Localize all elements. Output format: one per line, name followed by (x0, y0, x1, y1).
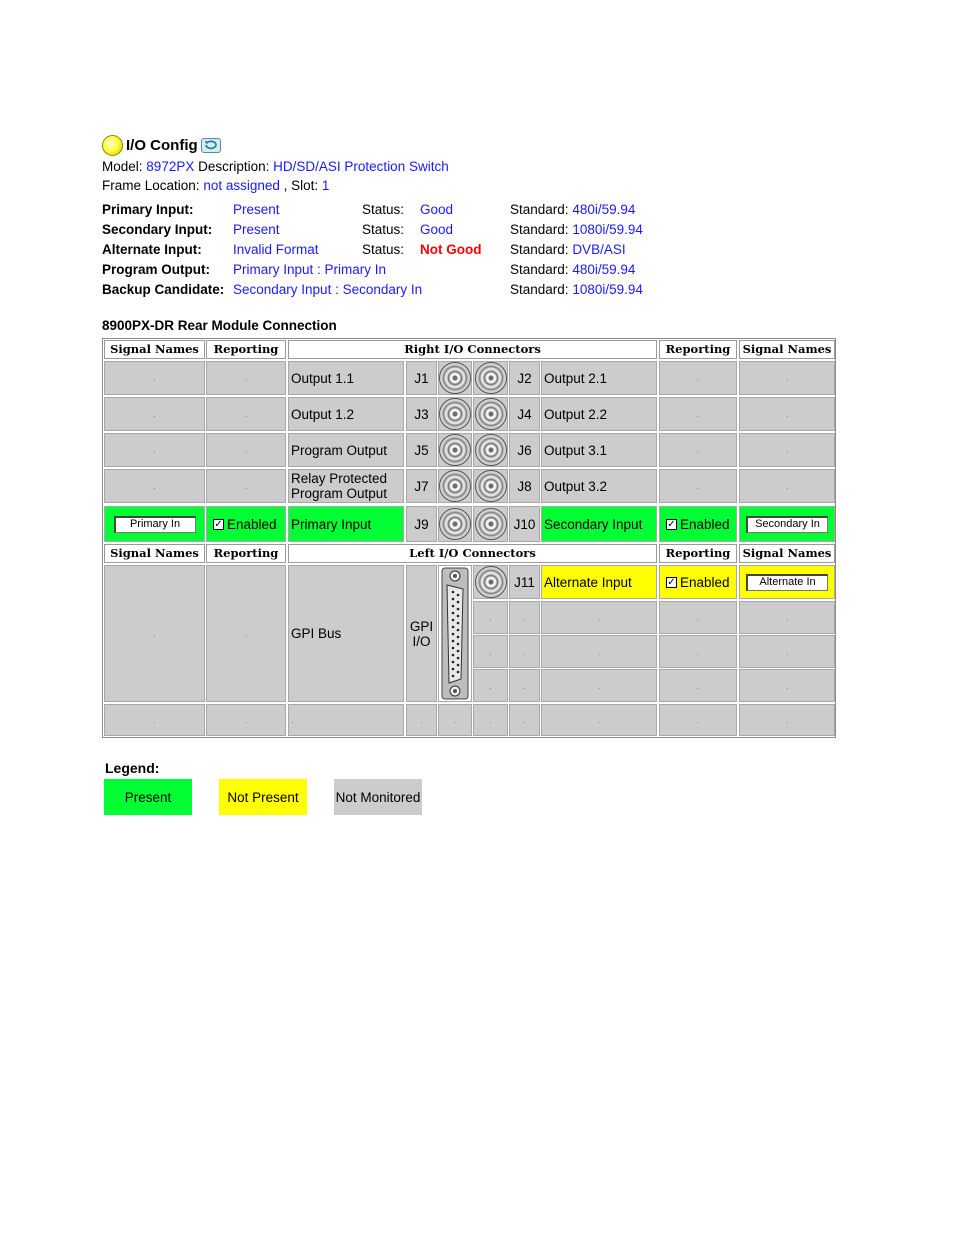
reporting-label: Enabled (227, 516, 277, 532)
placeholder: . (523, 715, 526, 725)
status-row-label: Backup Candidate: (102, 282, 225, 297)
standard-field (510, 220, 643, 240)
bnc-icon (475, 398, 507, 430)
signal-name-cell (104, 397, 205, 431)
connector-label-primary-input: Primary Input (288, 506, 404, 542)
bnc-icon (475, 508, 507, 540)
empty-connector-cell (438, 704, 472, 736)
status-grid (102, 200, 702, 300)
status-row-label: Alternate Input: (102, 242, 202, 257)
jack-label: J10 (509, 506, 540, 542)
description-value: HD/SD/ASI Protection Switch (273, 159, 449, 174)
model-label: Model: (102, 159, 143, 174)
reporting-checkbox-secondary[interactable]: ✓ (667, 518, 676, 530)
standard-field (510, 260, 635, 280)
signal-name-cell (104, 361, 205, 395)
reporting-cell (659, 669, 737, 702)
status-row-program-output (102, 260, 702, 280)
placeholder: . (244, 481, 248, 491)
empty-label-cell (541, 704, 657, 736)
bnc-connector-j10 (473, 506, 508, 542)
bnc-connector-j11 (473, 565, 508, 599)
standard-label: Standard: (510, 222, 569, 237)
bnc-connector-j9 (438, 506, 472, 542)
signal-name-cell (739, 361, 835, 395)
placeholder: . (597, 646, 601, 657)
status-value: Good (420, 202, 454, 217)
status-value: Good (420, 222, 454, 237)
header-right-io: Right I/O Connectors (288, 340, 657, 359)
bnc-connector (473, 361, 508, 395)
jack-label: J1 (406, 361, 437, 395)
signal-name-cell-alternate (739, 565, 835, 599)
placeholder: . (696, 715, 700, 725)
header-signal-names: Signal Names (739, 544, 835, 563)
placeholder: . (696, 373, 700, 383)
placeholder: . (420, 715, 423, 725)
bnc-icon (439, 398, 471, 430)
header-reporting: Reporting (206, 340, 286, 359)
frame-location-label: Frame Location: (102, 178, 200, 193)
status-value-bad: Not Good (420, 242, 482, 257)
standard-label: Standard: (510, 262, 569, 277)
reporting-cell (206, 704, 286, 736)
placeholder: . (244, 445, 248, 455)
signal-name-cell (104, 704, 205, 736)
reporting-cell (206, 397, 286, 431)
signal-name-cell (739, 601, 835, 634)
status-row-value: Present (233, 222, 280, 237)
placeholder: . (597, 680, 601, 691)
status-row-alternate (102, 240, 702, 260)
header-reporting: Reporting (659, 544, 737, 563)
gpi-bus-label: GPI Bus (288, 565, 404, 702)
standard-field (510, 240, 626, 260)
placeholder: . (489, 680, 492, 691)
standard-value: 480i/59.94 (572, 202, 636, 217)
page-header (102, 133, 449, 195)
signal-name-input-secondary[interactable]: Secondary In (746, 516, 828, 533)
legend-title: Legend: (105, 760, 160, 776)
signal-name-input-primary[interactable]: Primary In (114, 516, 196, 533)
frame-location-line (102, 176, 449, 195)
gpi-dsub-connector (438, 565, 472, 702)
placeholder: . (291, 715, 294, 725)
empty-label-cell (541, 669, 657, 702)
standard-field (510, 200, 635, 220)
placeholder: . (696, 646, 700, 657)
jack-label: J5 (406, 433, 437, 467)
bnc-icon (475, 362, 507, 394)
signal-name-cell-secondary (739, 506, 835, 542)
placeholder: . (785, 646, 789, 657)
gpi-io-label: GPI I/O (406, 565, 437, 702)
placeholder: . (453, 715, 457, 725)
connector-label: Output 2.2 (541, 397, 657, 431)
signal-name-input-alternate[interactable]: Alternate In (746, 574, 828, 591)
module-title: 8900PX-DR Rear Module Connection (102, 318, 337, 333)
connector-label-secondary-input: Secondary Input (541, 506, 657, 542)
status-row-label: Primary Input: (102, 202, 194, 217)
signal-name-cell (104, 469, 205, 503)
reporting-cell-secondary (659, 506, 737, 542)
status-row-backup-candidate (102, 280, 702, 300)
slot-label: , Slot: (283, 178, 319, 193)
standard-value: 480i/59.94 (572, 262, 636, 277)
bnc-connector (438, 397, 472, 431)
reporting-cell-primary (206, 506, 286, 542)
header-signal-names: Signal Names (739, 340, 835, 359)
empty-label-cell (541, 635, 657, 668)
empty-jack-cell (509, 704, 540, 736)
reporting-cell (659, 704, 737, 736)
connector-label: Program Output (288, 433, 404, 467)
signal-name-cell (739, 669, 835, 702)
placeholder: . (597, 612, 601, 623)
model-value: 8972PX (146, 159, 195, 174)
placeholder: . (153, 628, 156, 639)
description-label: Description: (198, 159, 270, 174)
empty-connector-cell (473, 669, 508, 702)
signal-name-cell (104, 433, 205, 467)
empty-connector-cell (473, 704, 508, 736)
status-label: Status: (362, 202, 405, 217)
jack-label: J11 (509, 565, 540, 599)
title-row (102, 133, 449, 157)
empty-connector-cell (473, 635, 508, 668)
frame-location-value[interactable]: not assigned (203, 178, 280, 193)
placeholder: . (696, 481, 700, 491)
placeholder: . (785, 715, 789, 725)
placeholder: . (785, 680, 789, 691)
connector-label: Output 3.2 (541, 469, 657, 503)
bnc-icon (439, 362, 471, 394)
placeholder: . (153, 373, 156, 383)
reporting-cell (659, 469, 737, 503)
connector-label: Output 1.2 (288, 397, 404, 431)
reporting-cell (206, 361, 286, 395)
empty-jack-cell (509, 669, 540, 702)
reporting-cell (206, 433, 286, 467)
standard-value: 1080i/59.94 (572, 282, 643, 297)
placeholder: . (696, 445, 700, 455)
connector-label: Output 1.1 (288, 361, 404, 395)
legend-not-present: Not Present (219, 779, 307, 815)
status-label: Status: (362, 222, 405, 237)
status-row-value: Secondary Input : Secondary In (233, 282, 423, 297)
empty-jack-cell (509, 635, 540, 668)
header-reporting: Reporting (206, 544, 286, 563)
standard-value: 1080i/59.94 (572, 222, 643, 237)
bnc-connector (438, 433, 472, 467)
empty-jack-cell (406, 704, 437, 736)
placeholder: . (523, 646, 526, 657)
jack-label: J2 (509, 361, 540, 395)
reporting-cell (659, 397, 737, 431)
legend-present: Present (104, 779, 192, 815)
empty-jack-cell (509, 601, 540, 634)
status-row-value: Primary Input : Primary In (233, 262, 387, 277)
jack-label: J8 (509, 469, 540, 503)
placeholder: . (489, 612, 492, 623)
placeholder: . (696, 680, 700, 691)
reporting-checkbox-alternate[interactable]: ✓ (667, 576, 676, 588)
placeholder: . (244, 715, 248, 725)
bnc-icon (475, 566, 507, 598)
standard-label: Standard: (510, 202, 569, 217)
reporting-cell (659, 361, 737, 395)
placeholder: . (696, 409, 700, 419)
jack-label: J3 (406, 397, 437, 431)
signal-name-cell (739, 704, 835, 736)
bnc-icon (475, 434, 507, 466)
reporting-label: Enabled (680, 516, 730, 532)
placeholder: . (696, 612, 700, 623)
page-title: I/O Config (126, 136, 198, 154)
placeholder: . (153, 409, 156, 419)
connector-label: Relay Protected Program Output (288, 469, 404, 503)
standard-field (510, 280, 643, 300)
status-row-primary (102, 200, 702, 220)
status-label: Status: (362, 242, 405, 257)
bnc-connector (473, 433, 508, 467)
connector-label: Output 2.1 (541, 361, 657, 395)
status-row-value: Invalid Format (233, 242, 319, 257)
header-signal-names: Signal Names (104, 544, 205, 563)
jack-label: J6 (509, 433, 540, 467)
reporting-cell-alternate (659, 565, 737, 599)
signal-name-cell (739, 469, 835, 503)
jack-label: J9 (406, 506, 437, 542)
status-row-value: Present (233, 202, 280, 217)
model-line (102, 157, 449, 176)
reporting-checkbox-primary[interactable]: ✓ (214, 518, 223, 530)
standard-label: Standard: (510, 242, 569, 257)
placeholder: . (785, 612, 789, 623)
placeholder: . (244, 628, 248, 639)
reporting-cell (206, 469, 286, 503)
status-row-label: Secondary Input: (102, 222, 213, 237)
placeholder: . (523, 680, 526, 691)
legend-not-monitored: Not Monitored (334, 779, 422, 815)
placeholder: . (489, 646, 492, 657)
connector-label: Output 3.1 (541, 433, 657, 467)
signal-name-cell-gpi (104, 565, 205, 702)
standard-value: DVB/ASI (572, 242, 626, 257)
reporting-cell (659, 635, 737, 668)
bnc-connector (473, 397, 508, 431)
signal-name-cell (739, 635, 835, 668)
bnc-connector (438, 469, 472, 503)
slot-value: 1 (321, 178, 330, 193)
bnc-connector (473, 469, 508, 503)
placeholder: . (153, 481, 156, 491)
header-signal-names: Signal Names (104, 340, 205, 359)
signal-name-cell (739, 397, 835, 431)
status-row-secondary (102, 220, 702, 240)
placeholder: . (244, 409, 248, 419)
empty-label-cell (541, 601, 657, 634)
placeholder: . (523, 612, 526, 623)
signal-name-cell (739, 433, 835, 467)
reporting-cell (659, 601, 737, 634)
placeholder: . (597, 715, 601, 725)
placeholder: . (785, 445, 789, 455)
rear-module-table (102, 338, 836, 738)
signal-name-cell-primary (104, 506, 205, 542)
connector-label (288, 704, 404, 736)
reporting-cell-gpi (206, 565, 286, 702)
bnc-connector (438, 361, 472, 395)
header-reporting: Reporting (659, 340, 737, 359)
bnc-icon (439, 470, 471, 502)
placeholder: . (153, 715, 156, 725)
dsub-connector-icon (440, 567, 470, 700)
placeholder: . (785, 481, 789, 491)
placeholder: . (785, 373, 789, 383)
placeholder: . (153, 445, 156, 455)
status-lamp-icon (102, 135, 123, 156)
reporting-label: Enabled (680, 574, 730, 590)
placeholder: . (489, 715, 492, 725)
empty-connector-cell (473, 601, 508, 634)
bnc-icon (439, 508, 471, 540)
header-left-io: Left I/O Connectors (288, 544, 657, 563)
placeholder: . (244, 373, 248, 383)
refresh-icon[interactable] (201, 138, 221, 153)
connector-label-alternate-input: Alternate Input (541, 565, 657, 599)
reporting-cell (659, 433, 737, 467)
status-row-label: Program Output: (102, 262, 210, 277)
bnc-icon (475, 470, 507, 502)
bnc-icon (439, 434, 471, 466)
standard-label: Standard: (510, 282, 569, 297)
placeholder: . (785, 409, 789, 419)
jack-label: J4 (509, 397, 540, 431)
jack-label: J7 (406, 469, 437, 503)
